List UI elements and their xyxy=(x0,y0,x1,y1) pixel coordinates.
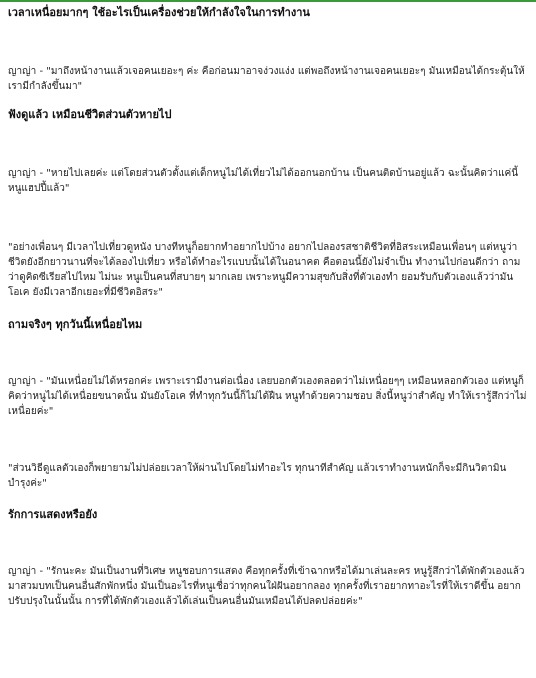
section-heading: ฟังดูแล้ว เหมือนชีวิตส่วนตัวหายไป xyxy=(8,108,172,121)
paragraph: "ส่วนวิธีดูแลตัวเองก็พยายามไม่ปล่อยเวลาให้ผ่านไปโดยไม่ทำอะไร ทุกนาทีสำคัญ แล้วเราทำงานหนักก็จะมีกินวิตามินบำรุงค่ะ" xyxy=(8,463,507,489)
section-heading: รักการแสดงหรือยัง xyxy=(8,508,98,521)
paragraph: ญาญ่า - "มันเหนื่อยไม่ได้หรอกค่ะ เพราะเรามีงานต่อเนื่อง เลยบอกตัวเองตลอดว่าไม่เหนื่อยๆๆ เหมือนหลอกตัวเอง แต่หนูก็คิดว่าหนูไม่ได้เหนื่อยขนาดนั้น มันยังโอเค ที่ทำทุกวันนี้ก็ไม่ได้ฝืน หนูทำด้วยความชอบ สิ่งนี้หนูว่าสำคัญ ทำให้เรารู้สึกว่าไม่เหนื่อยค่ะ" xyxy=(8,376,527,417)
section-heading: ถามจริงๆ ทุกวันนี้เหนื่อยไหม xyxy=(8,318,143,331)
article-title: เวลาเหนื่อยมากๆ ใช้อะไรเป็นเครื่องช่วยให้กำลังใจในการทำงาน xyxy=(8,6,310,19)
paragraph: ญาญ่า - "หายไปเลยค่ะ แต่โดยส่วนตัวตั้งแต่เด็กหนูไม่ได้เที่ยวไม่ได้ออกนอกบ้าน เป็นคนติดบ้านอยู่แล้ว ฉะนั้นคิดว่าแค่นี้หนูแฮปปี้แล้ว" xyxy=(8,168,519,194)
paragraph: ญาญ่า - "รักนะคะ มันเป็นงานที่วิเศษ หนูชอบการแสดง คือทุกครั้งที่เข้าฉากหรือได้มาเล่นละคร หนูรู้สึกว่าได้พักตัวเองแล้วมาสวมบทเป็นคนอื่นสักพักหนึ่ง มันเป็นอะไรที่หนูเชื่อว่าทุกคนใฝ่ฝันอยากลอง ทุกครั้งที่เราอยากทาอะไรที่ให้เราดีขึ้น อยากปรับปรุงในนั้นนั้น การที่ได้พักตัวเองแล้วได้เล่นเป็นคนอื่นมันเหมือนได้ปลดปล่อยค่ะ" xyxy=(8,566,525,607)
top-accent-bar xyxy=(0,0,536,2)
paragraph: ญาญ่า - "มาถึงหน้างานแล้วเจอคนเยอะๆ ค่ะ คือก่อนมาอาจง่วงแง่ง แต่พอถึงหน้างานเจอคนเยอะๆ มันเหมือนได้กระตุ้นให้เรามีกำลังขึ้นมา" xyxy=(8,66,525,92)
paragraph: "อย่างเพื่อนๆ มีเวลาไปเที่ยวดูหนัง บางทีหนูก็อยากทำอยากไปบ้าง อยากไปลองรสชาติชีวิตที่อิสระเหมือนเพื่อนๆ แต่หนูว่าชีวิตยังอีกยาวนานที่จะได้ลองไปเที่ยว หรือได้ทำอะไรแบบนั้นได้ในอนาคต คือตอนนี้ยังไม่จำเป็น ทำงานไปก่อนดีกว่า ถามว่าดูคิดซีเรียสไปไหม ไม่นะ หนูเป็นคนที่สบายๆ มากเลย เพราะหนูมีความสุขกับสิ่งที่ตัวเองทำ ยอมรับกับตัวเองแล้วว่ามันโอเค ยังมีเวลาอีกเยอะที่มีชีวิตอิสระ" xyxy=(8,242,521,298)
article xyxy=(8,6,528,609)
